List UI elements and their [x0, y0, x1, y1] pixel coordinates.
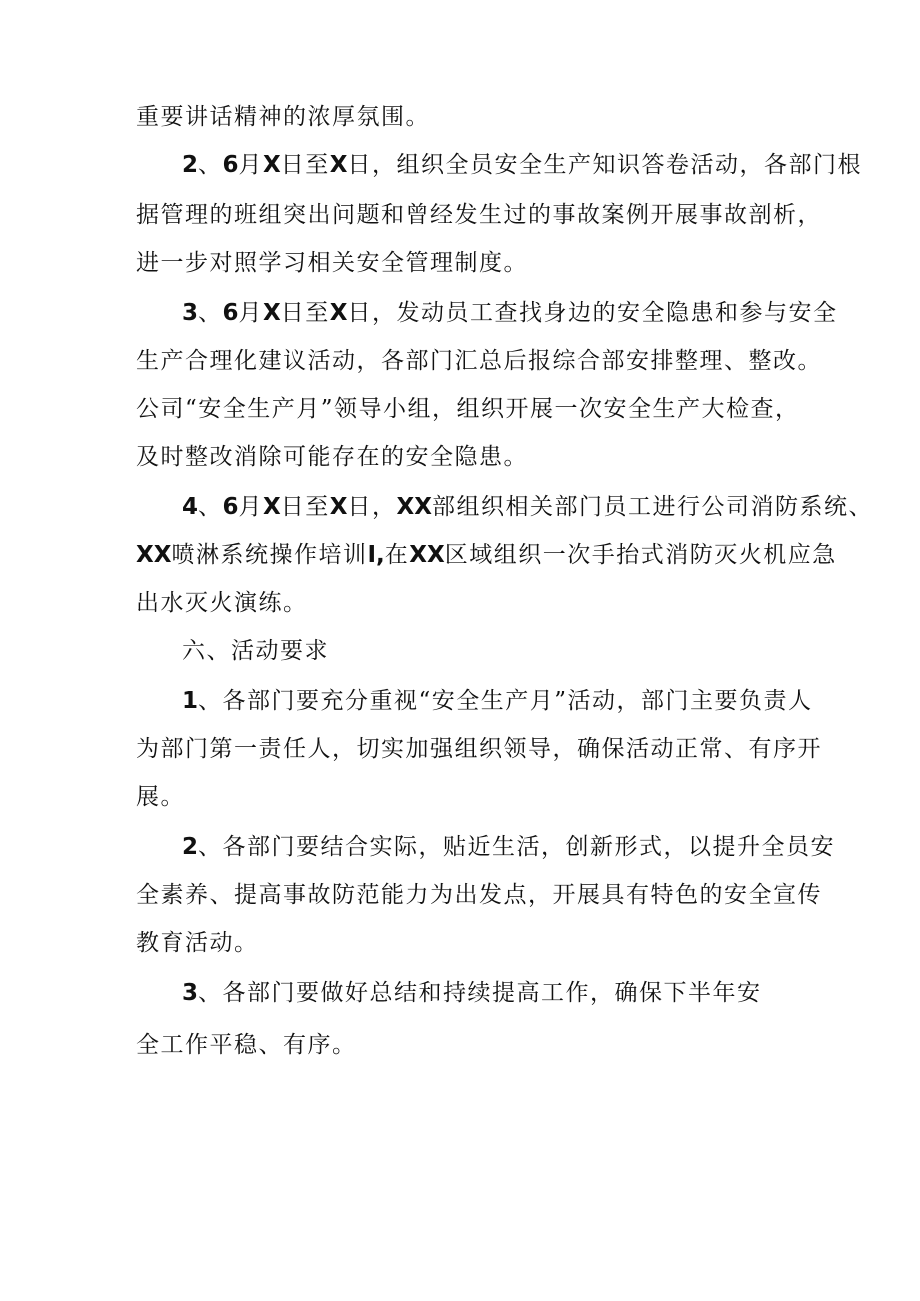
text-line	[136, 930, 259, 956]
text-segment: 日至	[280, 152, 330, 178]
text-segment: 3	[182, 980, 199, 1006]
text-line	[136, 104, 430, 130]
text-line	[182, 494, 873, 520]
text-line	[182, 152, 862, 178]
text-line	[136, 590, 308, 616]
text-segment: X	[263, 300, 281, 326]
text-segment: 重要讲话精神的浓厚氛围。	[136, 104, 430, 130]
text-segment: 全工作平稳、有序。	[136, 1032, 357, 1058]
text-line	[136, 202, 822, 228]
text-segment: I,	[367, 542, 385, 568]
text-segment: X	[263, 152, 281, 178]
text-segment: 日至	[280, 300, 330, 326]
text-segment: 、	[198, 494, 223, 520]
text-line	[136, 736, 822, 762]
text-line	[182, 300, 838, 326]
text-line	[136, 444, 528, 470]
text-segment: 全素养、提高事故防范能力为出发点，开展具有特色的安全宣传	[136, 882, 822, 908]
text-line	[136, 250, 528, 276]
text-segment: X	[329, 494, 348, 520]
text-segment: 公司“安全生产月”领导小组，组织开展一次安全生产大检查，	[136, 396, 800, 422]
text-segment: X	[329, 300, 348, 326]
text-segment: 喷淋系统操作培训	[171, 542, 368, 568]
text-segment: XX	[396, 494, 432, 520]
text-segment: X	[263, 494, 281, 520]
text-segment: 、各部门要做好总结和持续提高工作，确保下半年安	[198, 980, 762, 1006]
text-segment: 展。	[136, 784, 185, 810]
text-segment: 为部门第一责任人，切实加强组织领导，确保活动正常、有序开	[136, 736, 822, 762]
text-segment: 2	[182, 834, 199, 860]
text-segment: 教育活动。	[136, 930, 259, 956]
text-segment: 生产合理化建议活动，各部门汇总后报综合部安排整理、整改。	[136, 348, 822, 374]
text-line	[136, 396, 800, 422]
text-segment: X	[329, 152, 348, 178]
text-segment: 、	[198, 300, 223, 326]
text-segment: 6	[222, 152, 239, 178]
text-segment: XX	[409, 542, 445, 568]
text-segment: 、	[198, 152, 223, 178]
text-segment: 出水灭火演练。	[136, 590, 308, 616]
text-line	[136, 784, 185, 810]
text-segment: 2	[182, 152, 199, 178]
text-segment: 进一步对照学习相关安全管理制度。	[136, 250, 528, 276]
text-segment: 在	[384, 542, 410, 568]
text-segment: 、各部门要结合实际，贴近生活，创新形式，以提升全员安	[198, 834, 836, 860]
text-line	[136, 542, 837, 568]
text-line	[136, 348, 822, 374]
text-segment: 月	[238, 494, 264, 520]
text-segment: 日，组织全员安全生产知识答卷活动，各部门根	[347, 152, 862, 178]
text-segment: 及时整改消除可能存在的安全隐患。	[136, 444, 528, 470]
text-line	[136, 1032, 357, 1058]
text-segment: 1	[182, 688, 199, 714]
text-line	[182, 688, 813, 714]
text-segment: 日至	[280, 494, 330, 520]
text-segment: 日，发动员工查找身边的安全隐患和参与安全	[347, 300, 838, 326]
text-segment: 6	[222, 494, 239, 520]
text-segment: 区域组织一次手抬式消防灭火机应急	[444, 542, 837, 568]
text-segment: 、各部门要充分重视“安全生产月”活动，部门主要负责人	[198, 688, 813, 714]
text-segment: 3	[182, 300, 199, 326]
text-segment: 部组织相关部门员工进行公司消防系统、	[431, 494, 873, 520]
text-segment: 6	[222, 300, 239, 326]
text-segment: 4	[182, 494, 199, 520]
text-segment: XX	[136, 542, 172, 568]
text-segment: 月	[238, 152, 264, 178]
text-line	[182, 638, 329, 664]
text-line	[182, 834, 835, 860]
text-segment: 日，	[347, 494, 397, 520]
text-segment: 月	[238, 300, 264, 326]
text-line	[182, 980, 762, 1006]
text-segment: 据管理的班组突出问题和曾经发生过的事故案例开展事故剖析，	[136, 202, 822, 228]
text-line	[136, 882, 822, 908]
text-segment: 六、活动要求	[182, 638, 329, 664]
